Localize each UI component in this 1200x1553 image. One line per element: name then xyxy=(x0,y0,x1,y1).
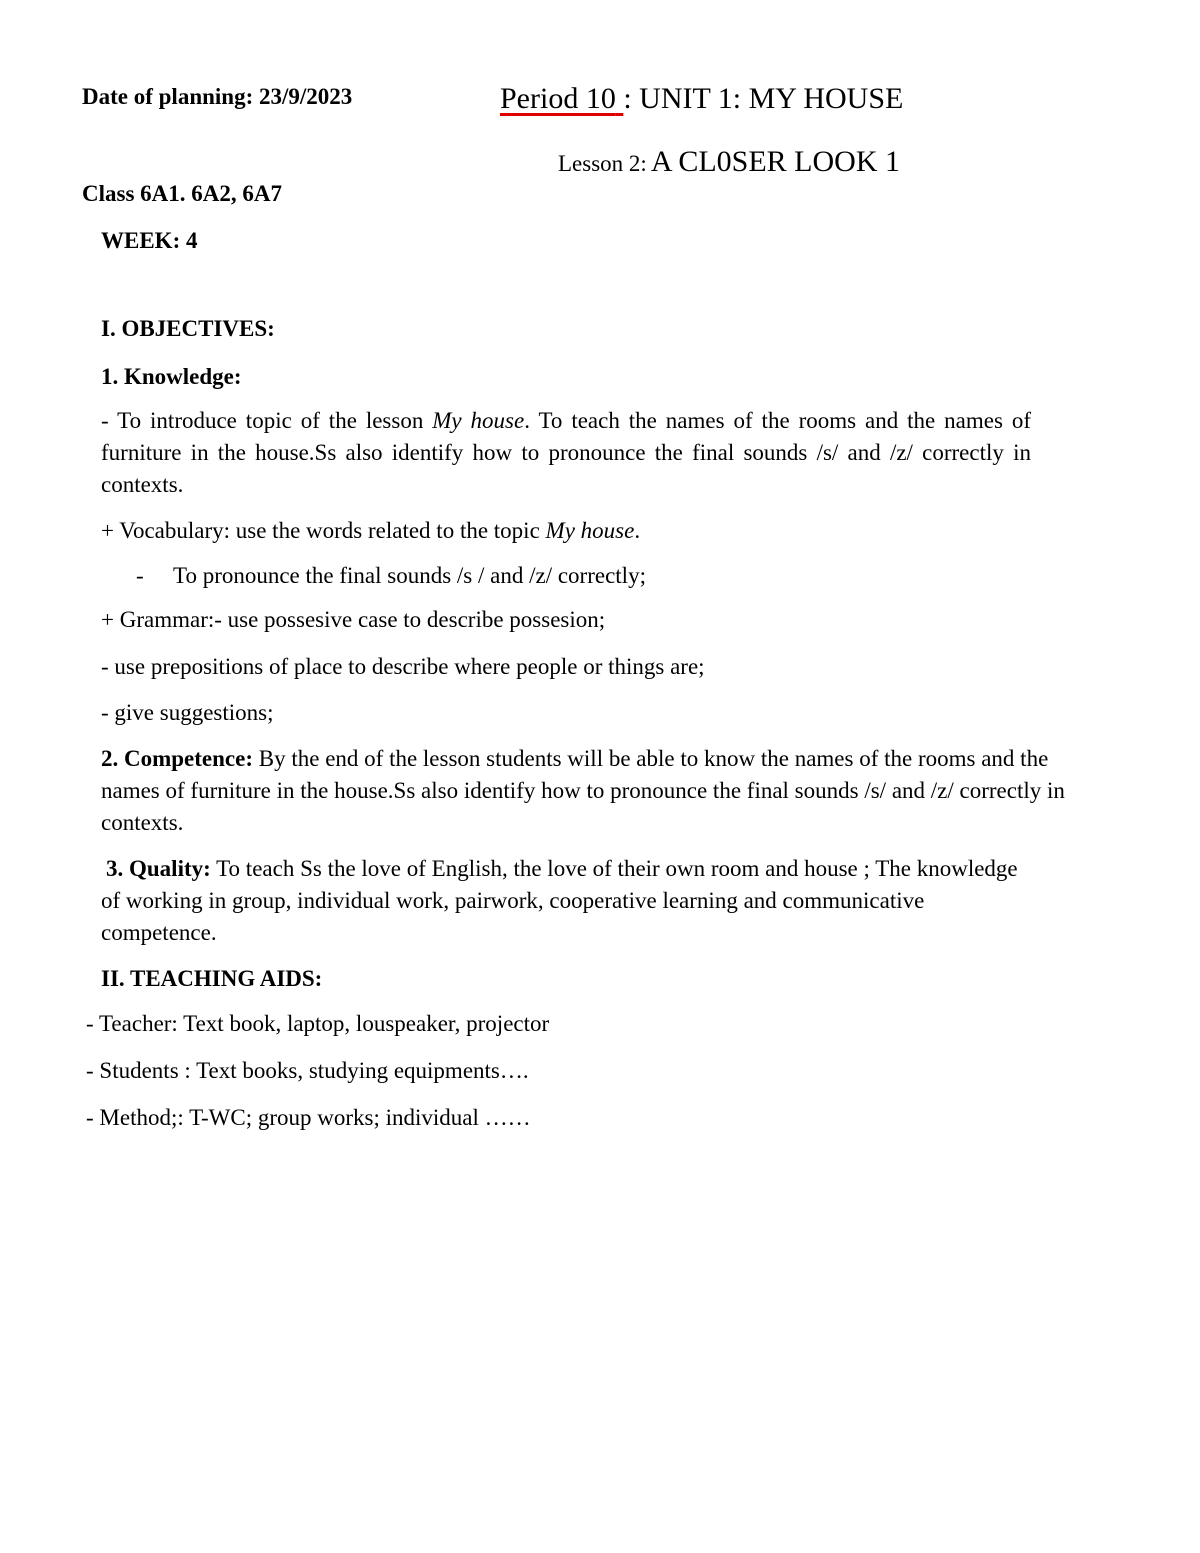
period-label: Period 10 xyxy=(500,82,616,115)
grammar-line: + Grammar:- use possesive case to describe possesion; xyxy=(101,607,606,632)
student-aids: - Students : Text books, studying equipments…. xyxy=(86,1058,529,1083)
competence-paragraph xyxy=(101,743,1076,839)
pronounce-line: To pronounce the final sounds /s / and /z/ correctly; xyxy=(173,563,646,588)
date-value: 23/9/2023 xyxy=(259,84,353,109)
teaching-aids-heading: II. TEACHING AIDS: xyxy=(101,966,323,991)
class-label: Class 6A1. 6A2, 6A7 xyxy=(82,181,282,206)
pronounce-dash: - xyxy=(136,563,144,588)
method-line: - Method;: T-WC; group works; individual …… xyxy=(86,1105,531,1130)
knowledge-intro: - To introduce topic of the lesson My house. To teach the names of the rooms and the names of furniture in the house.Ss also identify how to pronounce the final sounds /s/ and /z/ correctly in contexts. xyxy=(101,408,1031,497)
date-label: Date of planning: xyxy=(82,84,254,109)
period-separator: : xyxy=(623,82,632,115)
page-title xyxy=(500,82,903,116)
lesson-label: Lesson 2: xyxy=(558,151,647,176)
quality-paragraph xyxy=(101,853,1021,949)
date-of-planning xyxy=(82,84,352,110)
teacher-aids: - Teacher: Text book, laptop, louspeaker, projector xyxy=(86,1011,550,1036)
lesson-heading xyxy=(558,145,900,179)
prepositions-line: - use prepositions of place to describe where people or things are; xyxy=(101,654,705,679)
quality-text: To teach Ss the love of English, the love of their own room and house ; The knowledge of working in group, individual work, pairwork, cooperative learning and communicative competence. xyxy=(101,856,1018,945)
suggestions-line: - give suggestions; xyxy=(101,700,274,725)
quality-heading: 3. Quality: xyxy=(106,856,211,881)
unit-title: UNIT 1: MY HOUSE xyxy=(639,82,904,115)
topic-my-house: My house xyxy=(545,518,635,543)
knowledge-heading: 1. Knowledge: xyxy=(101,364,242,389)
lesson-title: A CL0SER LOOK 1 xyxy=(650,145,900,178)
competence-text: By the end of the lesson students will be able to know the names of the rooms and the names of furniture in the house.Ss also identify how to pronounce the final sounds /s/ and /z/ correctly in contexts. xyxy=(101,746,1065,835)
objectives-heading: I. OBJECTIVES: xyxy=(101,316,275,341)
week-label: WEEK: 4 xyxy=(101,228,198,253)
topic-my-house: My house xyxy=(432,408,525,433)
vocabulary-line: + Vocabulary: use the words related to the topic My house. xyxy=(101,518,641,543)
competence-heading: 2. Competence: xyxy=(101,746,254,771)
